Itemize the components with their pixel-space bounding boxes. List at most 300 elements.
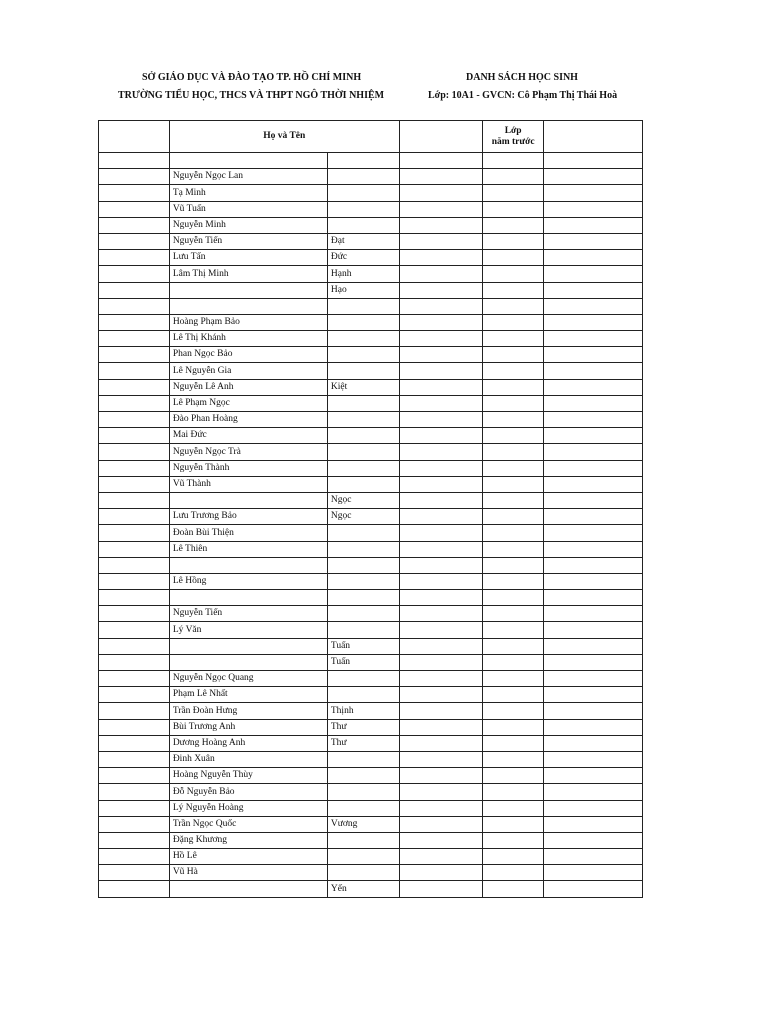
note-cell xyxy=(544,687,643,703)
given-name-cell xyxy=(327,460,399,476)
prev-class-cell xyxy=(482,153,544,169)
surname-cell: Trần Ngọc Quốc xyxy=(169,816,327,832)
given-name-cell: Thư xyxy=(327,735,399,751)
table-row xyxy=(99,298,643,314)
table-row xyxy=(99,250,643,266)
given-name-cell: Vương xyxy=(327,816,399,832)
note-cell xyxy=(544,671,643,687)
surname-cell: Nguyễn Lê Anh xyxy=(169,379,327,395)
blank-cell xyxy=(399,654,482,670)
surname-cell: Lê Hồng xyxy=(169,573,327,589)
given-name-cell xyxy=(327,347,399,363)
table-row xyxy=(99,347,643,363)
row-number-cell xyxy=(99,233,170,249)
surname-cell: Đỗ Nguyễn Bảo xyxy=(169,784,327,800)
given-name-cell: Yến xyxy=(327,881,399,897)
given-name-cell xyxy=(327,331,399,347)
surname-cell: Lưu Trương Bảo xyxy=(169,509,327,525)
blank-cell xyxy=(399,784,482,800)
given-name-cell: Thư xyxy=(327,719,399,735)
row-number-cell xyxy=(99,250,170,266)
row-number-cell xyxy=(99,865,170,881)
given-name-cell xyxy=(327,185,399,201)
given-name-cell xyxy=(327,573,399,589)
note-cell xyxy=(544,525,643,541)
blank-cell xyxy=(399,314,482,330)
surname-cell xyxy=(169,298,327,314)
given-name-cell xyxy=(327,832,399,848)
table-row xyxy=(99,654,643,670)
surname-cell: Vũ Tuấn xyxy=(169,201,327,217)
row-number-cell xyxy=(99,444,170,460)
note-cell xyxy=(544,800,643,816)
table-row xyxy=(99,719,643,735)
prev-class-cell xyxy=(482,865,544,881)
blank-cell xyxy=(399,201,482,217)
header-cell-empty xyxy=(99,121,170,153)
given-name-cell xyxy=(327,751,399,767)
row-number-cell xyxy=(99,331,170,347)
blank-cell xyxy=(399,703,482,719)
note-cell xyxy=(544,816,643,832)
blank-cell xyxy=(399,412,482,428)
row-number-cell xyxy=(99,476,170,492)
note-cell xyxy=(544,331,643,347)
row-number-cell xyxy=(99,735,170,751)
note-cell xyxy=(544,347,643,363)
table-row xyxy=(99,606,643,622)
note-cell xyxy=(544,363,643,379)
table-row xyxy=(99,233,643,249)
note-cell xyxy=(544,153,643,169)
row-number-cell xyxy=(99,832,170,848)
table-row xyxy=(99,266,643,282)
blank-cell xyxy=(399,331,482,347)
blank-cell xyxy=(399,492,482,508)
prev-class-cell xyxy=(482,395,544,411)
note-cell xyxy=(544,266,643,282)
surname-cell xyxy=(169,557,327,573)
table-row xyxy=(99,395,643,411)
table-row xyxy=(99,622,643,638)
row-number-cell xyxy=(99,201,170,217)
table-row xyxy=(99,363,643,379)
given-name-cell xyxy=(327,363,399,379)
document-title: DANH SÁCH HỌC SINH xyxy=(466,72,578,83)
given-name-cell: Hạo xyxy=(327,282,399,298)
given-name-cell: Đức xyxy=(327,250,399,266)
blank-cell xyxy=(399,153,482,169)
table-row xyxy=(99,590,643,606)
blank-cell xyxy=(399,590,482,606)
blank-cell xyxy=(399,250,482,266)
surname-cell: Lý Nguyễn Hoàng xyxy=(169,800,327,816)
prev-class-cell xyxy=(482,735,544,751)
row-number-cell xyxy=(99,638,170,654)
table-row xyxy=(99,379,643,395)
row-number-cell xyxy=(99,282,170,298)
prev-class-cell xyxy=(482,557,544,573)
given-name-cell xyxy=(327,768,399,784)
table-row xyxy=(99,185,643,201)
note-cell xyxy=(544,654,643,670)
prev-class-cell xyxy=(482,347,544,363)
given-name-cell xyxy=(327,476,399,492)
class-info: Lớp: 10A1 - GVCN: Cô Phạm Thị Thái Hoà xyxy=(428,90,618,101)
note-cell xyxy=(544,428,643,444)
row-number-cell xyxy=(99,768,170,784)
blank-cell xyxy=(399,363,482,379)
given-name-cell: Thịnh xyxy=(327,703,399,719)
blank-cell xyxy=(399,849,482,865)
row-number-cell xyxy=(99,800,170,816)
blank-cell xyxy=(399,800,482,816)
blank-cell xyxy=(399,735,482,751)
given-name-cell xyxy=(327,800,399,816)
prev-class-cell xyxy=(482,250,544,266)
given-name-cell xyxy=(327,849,399,865)
blank-cell xyxy=(399,233,482,249)
row-number-cell xyxy=(99,671,170,687)
surname-cell xyxy=(169,654,327,670)
note-cell xyxy=(544,881,643,897)
surname-cell: Đoàn Bùi Thiện xyxy=(169,525,327,541)
prev-class-cell xyxy=(482,573,544,589)
table-row xyxy=(99,541,643,557)
surname-cell: Đinh Xuân xyxy=(169,751,327,767)
note-cell xyxy=(544,379,643,395)
given-name-cell xyxy=(327,865,399,881)
given-name-cell xyxy=(327,784,399,800)
row-number-cell xyxy=(99,395,170,411)
table-row xyxy=(99,687,643,703)
table-row xyxy=(99,509,643,525)
prev-class-cell xyxy=(482,428,544,444)
row-number-cell xyxy=(99,509,170,525)
row-number-cell xyxy=(99,412,170,428)
row-number-cell xyxy=(99,525,170,541)
note-cell xyxy=(544,557,643,573)
blank-cell xyxy=(399,816,482,832)
note-cell xyxy=(544,250,643,266)
given-name-cell xyxy=(327,541,399,557)
given-name-cell xyxy=(327,298,399,314)
department-title: SỞ GIÁO DỤC VÀ ĐÀO TẠO TP. HỒ CHÍ MINH xyxy=(142,72,362,83)
row-number-cell xyxy=(99,363,170,379)
table-row xyxy=(99,816,643,832)
surname-cell: Nguyễn Ngọc Quang xyxy=(169,671,327,687)
row-number-cell xyxy=(99,541,170,557)
prev-class-cell xyxy=(482,412,544,428)
prev-class-cell xyxy=(482,719,544,735)
surname-cell: Nguyễn Thành xyxy=(169,460,327,476)
prev-class-cell xyxy=(482,703,544,719)
note-cell xyxy=(544,185,643,201)
table-row xyxy=(99,703,643,719)
table-row xyxy=(99,832,643,848)
blank-cell xyxy=(399,169,482,185)
note-cell xyxy=(544,849,643,865)
blank-cell xyxy=(399,638,482,654)
surname-cell: Nguyễn Minh xyxy=(169,217,327,233)
given-name-cell: Tuấn xyxy=(327,638,399,654)
prev-class-cell xyxy=(482,266,544,282)
given-name-cell: Đạt xyxy=(327,233,399,249)
blank-cell xyxy=(399,217,482,233)
note-cell xyxy=(544,298,643,314)
given-name-cell: Kiệt xyxy=(327,379,399,395)
note-cell xyxy=(544,719,643,735)
blank-cell xyxy=(399,509,482,525)
prev-class-cell xyxy=(482,881,544,897)
note-cell xyxy=(544,590,643,606)
blank-cell xyxy=(399,687,482,703)
prev-class-cell xyxy=(482,185,544,201)
note-cell xyxy=(544,573,643,589)
note-cell xyxy=(544,638,643,654)
row-number-cell xyxy=(99,460,170,476)
surname-cell: Trần Đoàn Hưng xyxy=(169,703,327,719)
prev-class-cell xyxy=(482,751,544,767)
note-cell xyxy=(544,492,643,508)
blank-cell xyxy=(399,719,482,735)
table-row xyxy=(99,751,643,767)
surname-cell: Phạm Lê Nhất xyxy=(169,687,327,703)
prev-class-cell xyxy=(482,849,544,865)
blank-cell xyxy=(399,395,482,411)
blank-cell xyxy=(399,832,482,848)
blank-cell xyxy=(399,865,482,881)
blank-cell xyxy=(399,751,482,767)
blank-cell xyxy=(399,606,482,622)
surname-cell: Lý Văn xyxy=(169,622,327,638)
prev-class-cell xyxy=(482,444,544,460)
table-row xyxy=(99,638,643,654)
surname-cell: Lâm Thị Minh xyxy=(169,266,327,282)
table-row xyxy=(99,768,643,784)
header-cell-empty xyxy=(544,121,643,153)
note-cell xyxy=(544,751,643,767)
blank-cell xyxy=(399,298,482,314)
student-table xyxy=(98,120,643,898)
row-number-cell xyxy=(99,687,170,703)
prev-class-cell xyxy=(482,590,544,606)
given-name-cell xyxy=(327,217,399,233)
table-row xyxy=(99,671,643,687)
table-row xyxy=(99,331,643,347)
note-cell xyxy=(544,541,643,557)
table-row xyxy=(99,314,643,330)
table-row xyxy=(99,460,643,476)
prev-class-cell xyxy=(482,541,544,557)
table-row xyxy=(99,428,643,444)
surname-cell: Phan Ngọc Bảo xyxy=(169,347,327,363)
surname-cell xyxy=(169,881,327,897)
note-cell xyxy=(544,169,643,185)
row-number-cell xyxy=(99,314,170,330)
table-row xyxy=(99,492,643,508)
given-name-cell: Hạnh xyxy=(327,266,399,282)
blank-cell xyxy=(399,881,482,897)
given-name-cell xyxy=(327,201,399,217)
blank-cell xyxy=(399,671,482,687)
prev-class-cell xyxy=(482,687,544,703)
prev-class-cell xyxy=(482,379,544,395)
surname-cell: Nguyễn Tiến xyxy=(169,606,327,622)
blank-cell xyxy=(399,379,482,395)
table-row xyxy=(99,444,643,460)
blank-cell xyxy=(399,347,482,363)
prev-class-cell xyxy=(482,476,544,492)
table-row xyxy=(99,525,643,541)
table-row xyxy=(99,153,643,169)
table-row xyxy=(99,735,643,751)
prev-class-cell xyxy=(482,363,544,379)
surname-cell: Lưu Tấn xyxy=(169,250,327,266)
note-cell xyxy=(544,314,643,330)
row-number-cell xyxy=(99,347,170,363)
prev-class-cell xyxy=(482,492,544,508)
blank-cell xyxy=(399,266,482,282)
row-number-cell xyxy=(99,719,170,735)
prev-class-cell xyxy=(482,169,544,185)
row-number-cell xyxy=(99,751,170,767)
note-cell xyxy=(544,460,643,476)
row-number-cell xyxy=(99,816,170,832)
given-name-cell xyxy=(327,153,399,169)
blank-cell xyxy=(399,573,482,589)
table-row xyxy=(99,412,643,428)
note-cell xyxy=(544,412,643,428)
surname-cell: Dương Hoàng Anh xyxy=(169,735,327,751)
school-name: TRƯỜNG TIỂU HỌC, THCS VÀ THPT NGÔ THỜI NHIỆM xyxy=(118,90,385,101)
prev-class-cell xyxy=(482,201,544,217)
note-cell xyxy=(544,444,643,460)
prev-class-cell xyxy=(482,768,544,784)
table-row xyxy=(99,282,643,298)
prev-class-cell xyxy=(482,525,544,541)
note-cell xyxy=(544,768,643,784)
table-row xyxy=(99,800,643,816)
note-cell xyxy=(544,606,643,622)
row-number-cell xyxy=(99,169,170,185)
given-name-cell xyxy=(327,314,399,330)
note-cell xyxy=(544,395,643,411)
given-name-cell: Tuấn xyxy=(327,654,399,670)
surname-cell: Mai Đức xyxy=(169,428,327,444)
row-number-cell xyxy=(99,428,170,444)
row-number-cell xyxy=(99,622,170,638)
note-cell xyxy=(544,233,643,249)
surname-cell: Tạ Minh xyxy=(169,185,327,201)
prev-class-cell xyxy=(482,784,544,800)
table-row xyxy=(99,573,643,589)
given-name-cell xyxy=(327,606,399,622)
prev-class-cell xyxy=(482,314,544,330)
prev-class-cell xyxy=(482,298,544,314)
note-cell xyxy=(544,622,643,638)
header-prev-class-line1: Lớp xyxy=(504,125,522,136)
surname-cell xyxy=(169,153,327,169)
prev-class-cell xyxy=(482,217,544,233)
note-cell xyxy=(544,865,643,881)
row-number-cell xyxy=(99,298,170,314)
prev-class-cell xyxy=(482,832,544,848)
surname-cell xyxy=(169,282,327,298)
prev-class-cell xyxy=(482,606,544,622)
given-name-cell: Ngọc xyxy=(327,492,399,508)
blank-cell xyxy=(399,460,482,476)
prev-class-cell xyxy=(482,233,544,249)
surname-cell: Nguyễn Ngọc Trà xyxy=(169,444,327,460)
row-number-cell xyxy=(99,703,170,719)
header-prev-class xyxy=(482,121,544,153)
table-row xyxy=(99,201,643,217)
blank-cell xyxy=(399,428,482,444)
row-number-cell xyxy=(99,654,170,670)
row-number-cell xyxy=(99,849,170,865)
blank-cell xyxy=(399,282,482,298)
table-row xyxy=(99,865,643,881)
note-cell xyxy=(544,735,643,751)
prev-class-cell xyxy=(482,671,544,687)
surname-cell: Lê Phạm Ngọc xyxy=(169,395,327,411)
table-row xyxy=(99,557,643,573)
given-name-cell xyxy=(327,671,399,687)
prev-class-cell xyxy=(482,816,544,832)
surname-cell xyxy=(169,492,327,508)
row-number-cell xyxy=(99,590,170,606)
blank-cell xyxy=(399,541,482,557)
table-header-row xyxy=(99,121,643,153)
row-number-cell xyxy=(99,881,170,897)
surname-cell: Vũ Hà xyxy=(169,865,327,881)
row-number-cell xyxy=(99,784,170,800)
surname-cell: Lê Thị Khánh xyxy=(169,331,327,347)
given-name-cell xyxy=(327,395,399,411)
blank-cell xyxy=(399,444,482,460)
note-cell xyxy=(544,784,643,800)
prev-class-cell xyxy=(482,622,544,638)
note-cell xyxy=(544,832,643,848)
prev-class-cell xyxy=(482,331,544,347)
table-row xyxy=(99,881,643,897)
header-cell-empty xyxy=(399,121,482,153)
given-name-cell xyxy=(327,428,399,444)
prev-class-cell xyxy=(482,654,544,670)
note-cell xyxy=(544,217,643,233)
surname-cell: Đào Phan Hoàng xyxy=(169,412,327,428)
surname-cell xyxy=(169,638,327,654)
given-name-cell xyxy=(327,687,399,703)
prev-class-cell xyxy=(482,509,544,525)
note-cell xyxy=(544,282,643,298)
given-name-cell xyxy=(327,622,399,638)
given-name-cell xyxy=(327,557,399,573)
note-cell xyxy=(544,476,643,492)
table-row xyxy=(99,169,643,185)
surname-cell: Hồ Lê xyxy=(169,849,327,865)
given-name-cell xyxy=(327,525,399,541)
row-number-cell xyxy=(99,379,170,395)
surname-cell: Nguyễn Tiến xyxy=(169,233,327,249)
blank-cell xyxy=(399,525,482,541)
prev-class-cell xyxy=(482,638,544,654)
table-row xyxy=(99,784,643,800)
given-name-cell xyxy=(327,590,399,606)
row-number-cell xyxy=(99,153,170,169)
table-row xyxy=(99,217,643,233)
